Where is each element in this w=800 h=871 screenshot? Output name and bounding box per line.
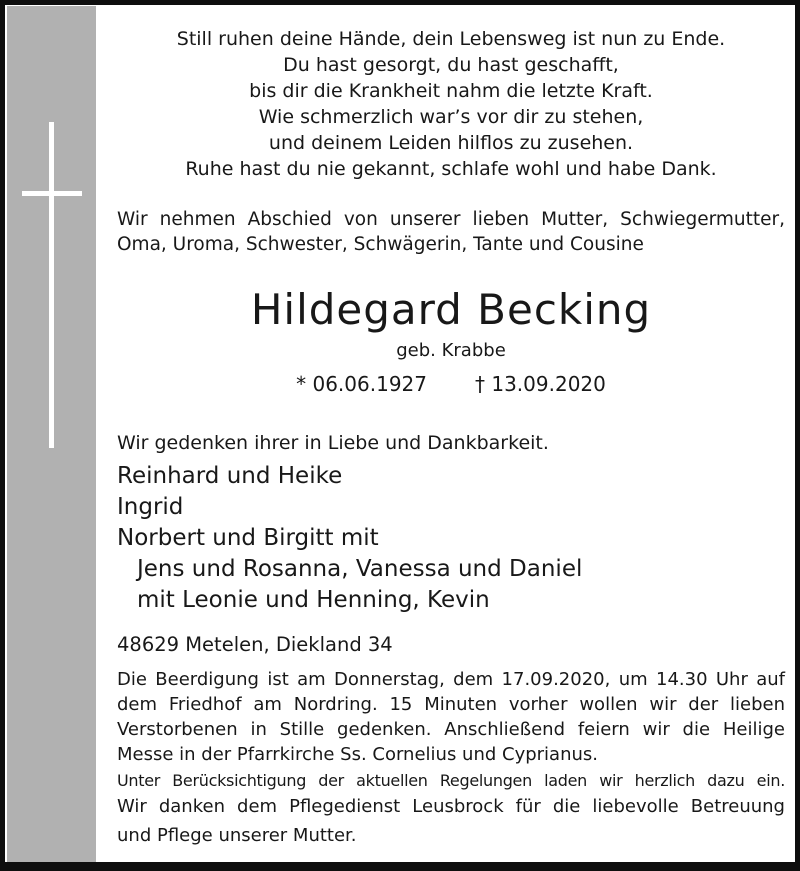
poem-line: bis dir die Krankheit nahm die letzte Kraft. (249, 80, 653, 102)
obituary-content (117, 5, 785, 862)
farewell-intro-line: Oma, Uroma, Schwester, Schwägerin, Tante und Cousine (117, 234, 644, 255)
covid-notice-line: Unter Berücksichtigung der aktuellen Regelungen laden wir herzlich dazu ein. (117, 771, 785, 790)
funeral-line: Die Beerdigung ist am Donnerstag, dem 17.09.2020, um 14.30 Uhr auf (117, 669, 785, 690)
memorial-poem (117, 26, 785, 182)
mourner-line: mit Leonie und Henning, Kevin (137, 587, 490, 613)
thanks-paragraph (117, 792, 785, 850)
farewell-intro (117, 207, 785, 257)
maiden-name: geb. Krabbe (396, 340, 506, 361)
poem-line: Ruhe hast du nie gekannt, schlafe wohl und habe Dank. (185, 158, 717, 180)
mourner-line: Norbert und Birgitt mit (117, 525, 379, 551)
address-line: 48629 Metelen, Diekland 34 (117, 633, 393, 656)
cross-horizontal-beam (22, 191, 82, 196)
deceased-block (117, 287, 785, 397)
funeral-paragraph (117, 667, 785, 767)
cross-vertical-beam (49, 122, 54, 448)
death-date: † 13.09.2020 (475, 372, 606, 396)
mourner-line: Ingrid (117, 494, 184, 520)
funeral-line: dem Friedhof am Nordring. 15 Minuten vorher wollen wir der lieben (117, 694, 785, 715)
poem-line: Du hast gesorgt, du hast geschafft, (283, 54, 619, 76)
life-dates (117, 371, 785, 397)
thanks-line: und Pflege unserer Mutter. (117, 825, 357, 846)
poem-line: und deinem Leiden hilflos zu zusehen. (268, 132, 634, 154)
memorial-side-bar (7, 6, 96, 862)
deceased-name: Hildegard Becking (250, 285, 652, 334)
funeral-line: Verstorbenen in Stille gedenken. Anschließend feiern wir die Heilige (117, 719, 785, 740)
poem-line: Wie schmerzlich war’s vor dir zu stehen, (258, 106, 644, 128)
funeral-line: Messe in der Pfarrkirche Ss. Cornelius und Cyprianus. (117, 744, 599, 765)
remembrance-line: Wir gedenken ihrer in Liebe und Dankbarkeit. (117, 432, 549, 454)
farewell-intro-line: Wir nehmen Abschied von unserer lieben Mutter, Schwiegermutter, (117, 209, 785, 230)
mourner-line: Jens und Rosanna, Vanessa und Daniel (137, 556, 583, 582)
mourners-list (117, 461, 785, 616)
poem-line: Still ruhen deine Hände, dein Lebensweg ist nun zu Ende. (176, 28, 726, 50)
thanks-line: Wir danken dem Pflegedienst Leusbrock für die liebevolle Betreuung (117, 796, 785, 817)
mourner-line: Reinhard und Heike (117, 463, 343, 489)
birth-date: * 06.06.1927 (296, 372, 427, 396)
